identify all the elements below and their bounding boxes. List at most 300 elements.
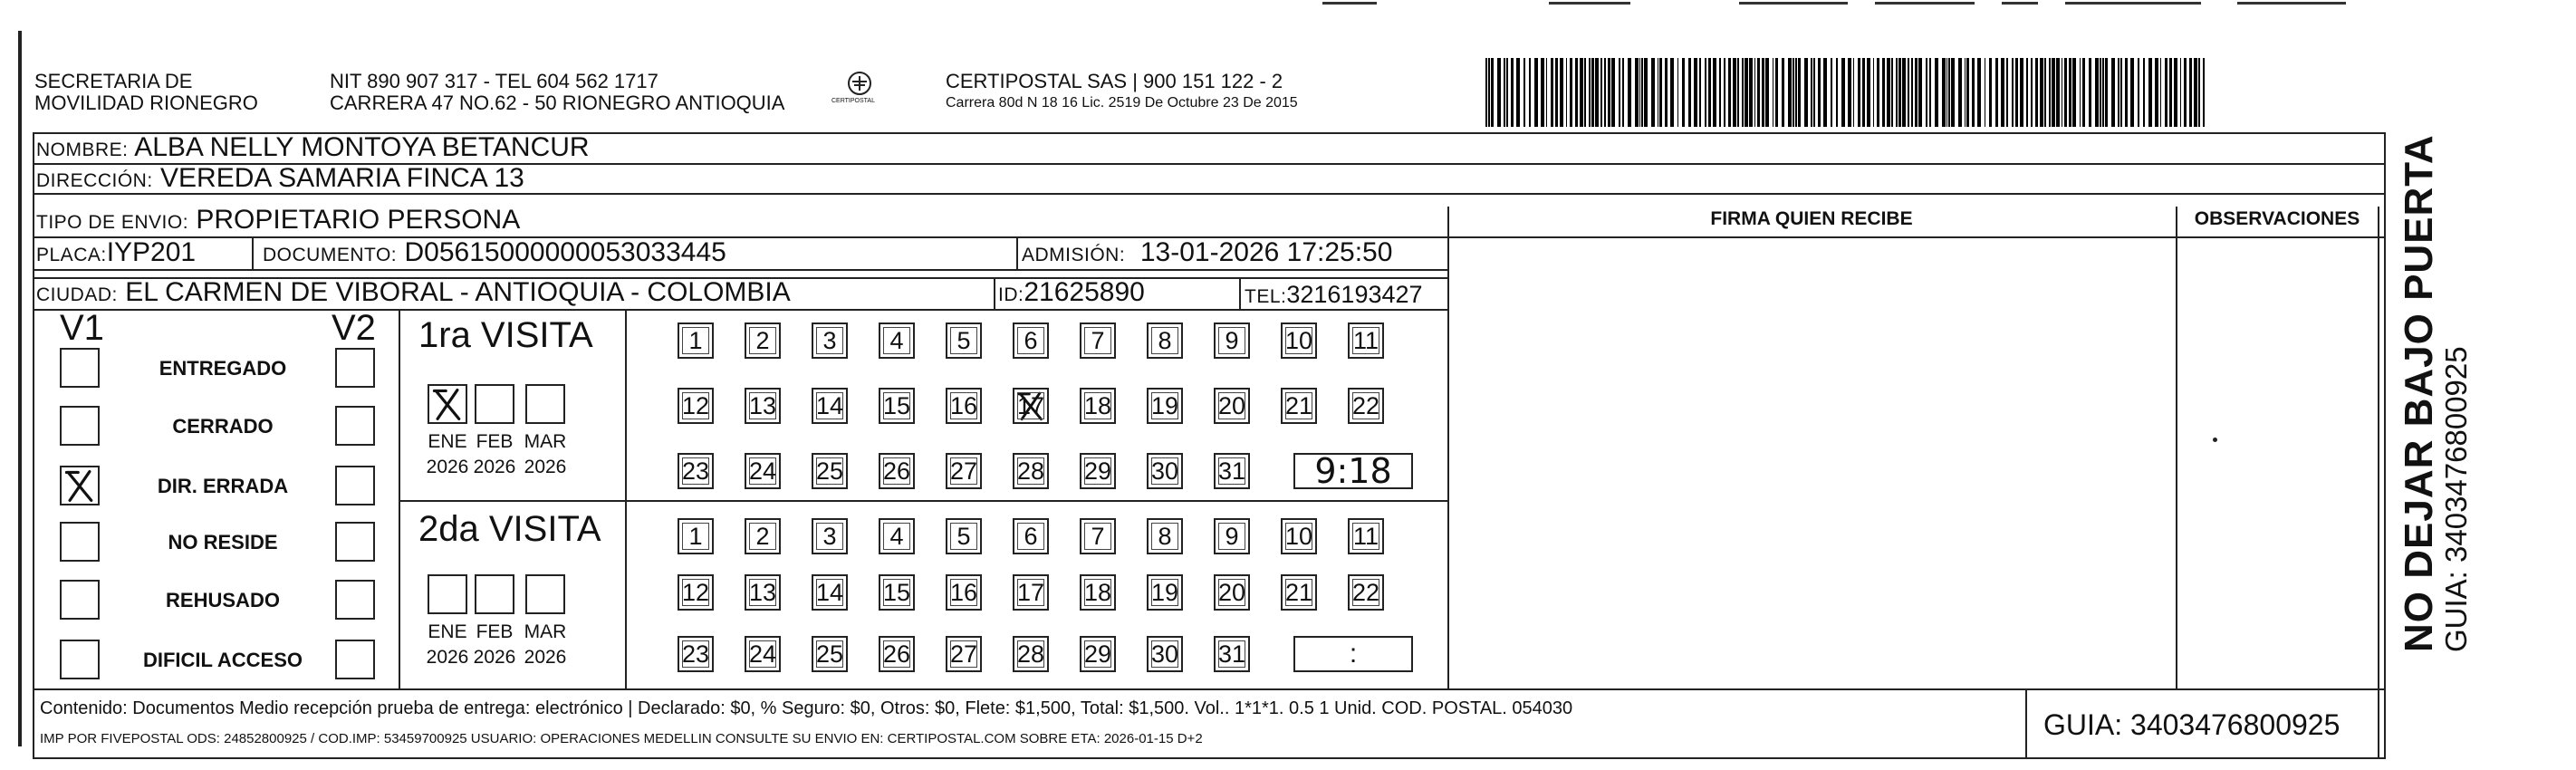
visit2-day-20[interactable] xyxy=(1214,574,1250,611)
barcode-bar xyxy=(2089,58,2091,127)
visit1-day-4[interactable] xyxy=(879,322,915,359)
visit1-day-label: 1 xyxy=(688,327,703,354)
barcode-bar xyxy=(1887,58,1890,127)
barcode-bar xyxy=(1560,58,1563,127)
visit2-day-label: 20 xyxy=(1217,579,1246,606)
v2-checkbox-0[interactable] xyxy=(335,348,375,388)
barcode-bar xyxy=(1719,58,1721,127)
barcode-bar xyxy=(1972,58,1975,127)
barcode-bar xyxy=(1589,58,1591,127)
barcode-bar xyxy=(1929,58,1931,127)
tipo-envio-field: TIPO DE ENVIO: PROPIETARIO PERSONA xyxy=(36,205,521,235)
barcode-bar xyxy=(1848,58,1851,127)
visit2-day-31[interactable] xyxy=(1214,636,1250,672)
barcode-bar xyxy=(1659,58,1661,127)
visit2-day-4[interactable] xyxy=(879,518,915,554)
top-edge-marks xyxy=(1250,0,2373,9)
visit1-day-label: 28 xyxy=(1016,457,1045,485)
barcode-bar xyxy=(1985,58,1986,127)
visit2-title: 2da VISITA xyxy=(418,509,601,549)
visit1-day-8[interactable] xyxy=(1147,322,1183,359)
barcode-bar xyxy=(1488,58,1490,127)
visit2-day-7[interactable] xyxy=(1080,518,1116,554)
barcode-bar xyxy=(1948,58,1950,127)
v1-checkbox-3[interactable] xyxy=(60,522,100,562)
footer-print-line: IMP POR FIVEPOSTAL ODS: 24852800925 / COD.IMP: 53459700925 USUARIO: OPERACIONES MEDELLIN CONSULTE SU ENVIO EN: CERTIPOSTAL.COM SOBRE ETA: 2026-01-15 D+2 xyxy=(40,731,1203,746)
visit2-day-label: 25 xyxy=(815,640,844,668)
barcode-bar xyxy=(1867,58,1870,127)
visit2-day-label: 22 xyxy=(1351,579,1380,606)
barcode-bar xyxy=(2035,58,2038,127)
barcode-bar xyxy=(1651,58,1655,127)
barcode-bar xyxy=(2184,58,2186,127)
visit1-month-label-0: ENE xyxy=(428,431,467,452)
visit2-day-label: 7 xyxy=(1091,523,1105,550)
visit1-day-label: 22 xyxy=(1351,392,1380,419)
visit2-day-label: 26 xyxy=(882,640,911,668)
visit2-day-label: 1 xyxy=(688,523,703,550)
barcode-bar xyxy=(1965,58,1966,127)
visit1-day-22[interactable] xyxy=(1348,388,1384,424)
barcode-bar xyxy=(1595,58,1599,127)
barcode-bar xyxy=(1804,58,1808,127)
barcode-bar xyxy=(1591,58,1594,127)
barcode-bar xyxy=(1506,58,1508,127)
barcode-bar xyxy=(1773,58,1774,127)
visit2-day-label: 3 xyxy=(822,523,837,550)
barcode-bar xyxy=(2155,58,2158,127)
barcode-bar xyxy=(1677,58,1679,127)
ciudad-field: CIUDAD: EL CARMEN DE VIBORAL - ANTIOQUIA - COLOMBIA xyxy=(36,277,791,307)
visit2-day-label: 16 xyxy=(949,579,978,606)
visit1-day-23[interactable] xyxy=(678,453,714,489)
visit1-day-27[interactable] xyxy=(946,453,982,489)
barcode-bar xyxy=(2165,58,2167,127)
visit2-day-label: 2 xyxy=(755,523,770,550)
visit1-day-19[interactable] xyxy=(1147,388,1183,424)
visit1-day-14[interactable] xyxy=(812,388,848,424)
barcode-bar xyxy=(1951,58,1954,127)
visit2-day-label: 18 xyxy=(1083,579,1112,606)
visit1-day-label: 20 xyxy=(1217,392,1246,419)
v2-checkbox-2[interactable] xyxy=(335,466,375,505)
visit2-day-label: 15 xyxy=(882,579,911,606)
barcode-bar xyxy=(1644,58,1647,127)
visit2-day-28[interactable] xyxy=(1013,636,1049,672)
visit1-day-25[interactable] xyxy=(812,453,848,489)
visit2-day-8[interactable] xyxy=(1147,518,1183,554)
visit2-day-label: 19 xyxy=(1150,579,1179,606)
barcode-bar xyxy=(1742,58,1744,127)
visit2-day-label: 9 xyxy=(1225,523,1239,550)
barcode-bar xyxy=(1694,58,1697,127)
barcode-bar xyxy=(2105,58,2108,127)
reason-label-0: ENTREGADO xyxy=(159,357,287,380)
documento-field: DOCUMENTO: D05615000000053033445 xyxy=(263,237,726,267)
visit1-day-label: 29 xyxy=(1083,457,1112,485)
tel-field: TEL:3216193427 xyxy=(1245,281,1423,308)
visit2-day-14[interactable] xyxy=(812,574,848,611)
barcode-bar xyxy=(1795,58,1797,127)
direccion-value: VEREDA SAMARIA FINCA 13 xyxy=(160,163,524,193)
barcode-bar xyxy=(1600,58,1602,127)
visit1-day-28[interactable] xyxy=(1013,453,1049,489)
visit1-day-20[interactable] xyxy=(1214,388,1250,424)
logo-text: CERTIPOSTAL xyxy=(831,98,875,104)
visit2-day-label: 17 xyxy=(1016,579,1045,606)
visit1-day-30[interactable] xyxy=(1147,453,1183,489)
barcode-bar xyxy=(1942,58,1946,127)
visit2-day-2[interactable] xyxy=(745,518,781,554)
visit2-month-year-2: 2026 xyxy=(524,647,567,668)
x-mark xyxy=(429,386,466,422)
barcode-bar xyxy=(1504,58,1505,127)
barcode-bar xyxy=(1841,58,1844,127)
visit2-day-16[interactable] xyxy=(946,574,982,611)
barcode-bar xyxy=(1534,58,1537,127)
barcode-bar xyxy=(1862,58,1865,127)
visit1-day-label: 23 xyxy=(681,457,710,485)
visit2-day-label: 13 xyxy=(748,579,777,606)
visit2-day-18[interactable] xyxy=(1080,574,1116,611)
barcode-bar xyxy=(2180,58,2182,127)
barcode-bar xyxy=(1882,58,1885,127)
tipo-envio-value: PROPIETARIO PERSONA xyxy=(196,205,521,235)
barcode-bar xyxy=(1622,58,1624,127)
barcode-bar xyxy=(1782,58,1784,127)
barcode-bar xyxy=(1737,58,1739,127)
visit1-time[interactable]: 9:18 xyxy=(1293,453,1413,489)
visit1-day-31[interactable] xyxy=(1214,453,1250,489)
visit1-day-3[interactable] xyxy=(812,322,848,359)
barcode-bar xyxy=(1958,58,1962,127)
observaciones-mark xyxy=(2213,438,2217,442)
barcode-bar xyxy=(1523,58,1525,127)
barcode-bar xyxy=(1708,58,1711,127)
visit2-day-23[interactable] xyxy=(678,636,714,672)
id-field: ID:21625890 xyxy=(998,277,1145,307)
barcode-bar xyxy=(1831,58,1832,127)
visit2-day-19[interactable] xyxy=(1147,574,1183,611)
visit2-day-label: 5 xyxy=(956,523,971,550)
barcode-bar xyxy=(1516,58,1520,127)
barcode-bar xyxy=(1989,58,1991,127)
reason-label-1: CERRADO xyxy=(172,415,274,438)
v2-checkbox-4[interactable] xyxy=(335,580,375,620)
barcode-bar xyxy=(1699,58,1701,127)
barcode-bar xyxy=(1788,58,1792,127)
barcode-bar xyxy=(1551,58,1552,127)
visit1-month-label-1: FEB xyxy=(476,431,514,452)
visit1-month-box-0[interactable] xyxy=(428,384,467,424)
barcode-bar xyxy=(1575,58,1578,127)
visit2-day-30[interactable] xyxy=(1147,636,1183,672)
admision-value: 13-01-2026 17:25:50 xyxy=(1139,237,1393,267)
barcode-bar xyxy=(1818,58,1821,127)
left-edge-line xyxy=(18,31,22,746)
barcode-bar xyxy=(2138,58,2139,127)
visit2-day-29[interactable] xyxy=(1080,636,1116,672)
tel-value: 3216193427 xyxy=(1286,281,1423,308)
admision-field: ADMISIÓN: 13-01-2026 17:25:50 xyxy=(1022,237,1393,267)
barcode-bar xyxy=(1908,58,1909,127)
barcode-bar xyxy=(1798,58,1801,127)
barcode-bar xyxy=(1896,58,1898,127)
barcode-bar xyxy=(2100,58,2101,127)
barcode-bar xyxy=(2120,58,2122,127)
visit1-day-label: 6 xyxy=(1024,327,1038,354)
barcode-bar xyxy=(2125,58,2128,127)
reason-label-2: DIR. ERRADA xyxy=(157,475,289,497)
v1-checkbox-1[interactable] xyxy=(60,406,100,446)
visit1-day-label: 17 xyxy=(1016,392,1045,419)
barcode-bar xyxy=(1902,58,1906,127)
barcode-bar xyxy=(1658,58,1659,127)
visit2-day-15[interactable] xyxy=(879,574,915,611)
barcode-bar xyxy=(2102,58,2104,127)
visit1-day-26[interactable] xyxy=(879,453,915,489)
barcode-bar xyxy=(1546,58,1548,127)
visit2-day-label: 14 xyxy=(815,579,844,606)
side-rotated-text xyxy=(2398,36,2473,652)
visit1-day-11[interactable] xyxy=(1348,322,1384,359)
barcode-bar xyxy=(1497,58,1501,127)
v1-checkbox-4[interactable] xyxy=(60,580,100,620)
barcode-bar xyxy=(2148,58,2151,127)
visit1-day-label: 14 xyxy=(815,392,844,419)
visit2-day-12[interactable] xyxy=(678,574,714,611)
barcode-bar xyxy=(2160,58,2162,127)
barcode-bar xyxy=(1584,58,1586,127)
barcode-bar xyxy=(1995,58,1998,127)
visit1-month-year-1: 2026 xyxy=(473,457,516,477)
visit1-day-label: 30 xyxy=(1150,457,1179,485)
visit1-day-24[interactable] xyxy=(745,453,781,489)
visit2-time[interactable]: : xyxy=(1293,636,1413,672)
visit2-day-6[interactable] xyxy=(1013,518,1049,554)
visit1-day-label: 15 xyxy=(882,392,911,419)
barcode-bar xyxy=(1911,58,1913,127)
v2-checkbox-3[interactable] xyxy=(335,522,375,562)
visit2-day-9[interactable] xyxy=(1214,518,1250,554)
barcode-bar xyxy=(1757,58,1759,127)
visit1-month-box-2[interactable] xyxy=(525,384,565,424)
visit1-day-label: 3 xyxy=(822,327,837,354)
barcode-bar xyxy=(1935,58,1937,127)
visit2-day-label: 24 xyxy=(748,640,777,668)
barcode-bar xyxy=(2174,58,2177,127)
barcode-bar xyxy=(1762,58,1764,127)
visit2-month-label-2: MAR xyxy=(524,621,567,642)
barcode-bar xyxy=(1628,58,1630,127)
barcode-bar xyxy=(1891,58,1893,127)
visit1-month-label-2: MAR xyxy=(524,431,567,452)
visit2-day-label: 10 xyxy=(1284,523,1313,550)
id-value: 21625890 xyxy=(1024,277,1145,307)
barcode-bar xyxy=(1604,58,1606,127)
barcode-bar xyxy=(1511,58,1514,127)
visit1-day-label: 7 xyxy=(1091,327,1105,354)
visit2-day-label: 12 xyxy=(681,579,710,606)
barcode-bar xyxy=(1724,58,1725,127)
barcode-bar xyxy=(1926,58,1927,127)
reason-label-5: DIFICIL ACCESO xyxy=(142,649,303,671)
barcode-bar xyxy=(2044,58,2046,127)
reason-label-3: NO RESIDE xyxy=(168,531,278,553)
courier-info: CERTIPOSTAL SAS | 900 151 122 - 2 Carrera 80d N 18 16 Lic. 2519 De Octubre 23 De 2015 xyxy=(946,70,1298,111)
barcode-bar xyxy=(1853,58,1855,127)
barcode-bar xyxy=(2062,58,2063,127)
visit2-month-year-1: 2026 xyxy=(473,647,516,668)
barcode-bar xyxy=(1665,58,1668,127)
visit1-day-13[interactable] xyxy=(745,388,781,424)
visit1-day-label: 12 xyxy=(681,392,710,419)
v1-checkbox-0[interactable] xyxy=(60,348,100,388)
nombre-field: NOMBRE: ALBA NELLY MONTOYA BETANCUR xyxy=(36,132,590,162)
placa-field: PLACA:IYP201 xyxy=(36,237,197,267)
visit1-day-label: 8 xyxy=(1158,327,1172,354)
visit2-day-22[interactable] xyxy=(1348,574,1384,611)
barcode-bar xyxy=(2143,58,2145,127)
visit2-day-1[interactable] xyxy=(678,518,714,554)
barcode-bar xyxy=(2203,58,2205,127)
visit2-day-label: 28 xyxy=(1016,640,1045,668)
footer-guia: GUIA: 3403476800925 xyxy=(2043,708,2341,741)
barcode-bar xyxy=(2012,58,2014,127)
barcode-bar xyxy=(1765,58,1769,127)
barcode-bar xyxy=(1491,58,1494,127)
barcode-bar xyxy=(1485,58,1487,127)
visit1-day-17[interactable] xyxy=(1013,388,1049,424)
visit2-day-27[interactable] xyxy=(946,636,982,672)
no-dejar-bajo-puerta: NO DEJAR BAJO PUERTA xyxy=(2397,134,2441,652)
barcode-bar xyxy=(1529,58,1531,127)
visit2-day-10[interactable] xyxy=(1281,518,1317,554)
visit2-day-21[interactable] xyxy=(1281,574,1317,611)
barcode-bar xyxy=(2056,58,2060,127)
visit1-month-box-1[interactable] xyxy=(475,384,514,424)
visit1-day-5[interactable] xyxy=(946,322,982,359)
visit1-day-label: 10 xyxy=(1284,327,1313,354)
visit1-day-label: 25 xyxy=(815,457,844,485)
visit1-day-18[interactable] xyxy=(1080,388,1116,424)
barcode-bar xyxy=(1728,58,1731,127)
firma-header: FIRMA QUIEN RECIBE xyxy=(1710,208,1913,229)
visit1-day-29[interactable] xyxy=(1080,453,1116,489)
visit2-month-label-0: ENE xyxy=(428,621,467,642)
barcode-bar xyxy=(1898,58,1901,127)
visit1-day-7[interactable] xyxy=(1080,322,1116,359)
barcode-bar xyxy=(1745,58,1747,127)
visit1-day-15[interactable] xyxy=(879,388,915,424)
visit1-day-label: 9 xyxy=(1225,327,1239,354)
v1-checkbox-5[interactable] xyxy=(60,640,100,679)
ciudad-value: EL CARMEN DE VIBORAL - ANTIOQUIA - COLOMBIA xyxy=(125,277,791,307)
visit1-day-label: 16 xyxy=(949,392,978,419)
agency-contact: NIT 890 907 317 - TEL 604 562 1717 CARRERA 47 NO.62 - 50 RIONEGRO ANTIOQUIA xyxy=(330,70,785,114)
barcode-bar xyxy=(2130,58,2134,127)
barcode-bar xyxy=(1915,58,1918,127)
barcode-bar xyxy=(1541,58,1544,127)
barcode-bar xyxy=(1823,58,1827,127)
visit1-day-label: 26 xyxy=(882,457,911,485)
barcode-bar xyxy=(1580,58,1583,127)
barcode-bar xyxy=(1641,58,1643,127)
barcode-bar xyxy=(2015,58,2018,127)
visit1-day-10[interactable] xyxy=(1281,322,1317,359)
barcode-bar xyxy=(1836,58,1838,127)
visit2-month-box-1[interactable] xyxy=(475,574,514,614)
barcode-bar xyxy=(1877,58,1879,127)
visit2-month-box-2[interactable] xyxy=(525,574,565,614)
visit2-day-label: 27 xyxy=(949,640,978,668)
visit1-day-21[interactable] xyxy=(1281,388,1317,424)
visit2-day-26[interactable] xyxy=(879,636,915,672)
barcode-bar xyxy=(1775,58,1777,127)
barcode-bar xyxy=(1608,58,1610,127)
barcode-bar xyxy=(2049,58,2051,127)
barcode-bar xyxy=(2095,58,2099,127)
barcode-bar xyxy=(2052,58,2054,127)
v2-checkbox-1[interactable] xyxy=(335,406,375,446)
v2-checkbox-5[interactable] xyxy=(335,640,375,679)
v1-label: V1 xyxy=(60,308,104,348)
visit2-day-11[interactable] xyxy=(1348,518,1384,554)
visit2-day-5[interactable] xyxy=(946,518,982,554)
barcode-bar xyxy=(2189,58,2192,127)
visit2-day-3[interactable] xyxy=(812,518,848,554)
visit2-month-box-0[interactable] xyxy=(428,574,467,614)
visit2-day-label: 31 xyxy=(1217,640,1246,668)
visit1-day-9[interactable] xyxy=(1214,322,1250,359)
visit1-day-16[interactable] xyxy=(946,388,982,424)
visit2-day-label: 29 xyxy=(1083,640,1112,668)
v2-label: V2 xyxy=(332,308,376,348)
barcode-bar xyxy=(2006,58,2008,127)
barcode-bar xyxy=(1733,58,1736,127)
visit1-day-6[interactable] xyxy=(1013,322,1049,359)
barcode-bar xyxy=(1682,58,1684,127)
barcode-bar xyxy=(1619,58,1620,127)
barcode-bar xyxy=(1570,58,1572,127)
visit1-day-label: 4 xyxy=(889,327,904,354)
visit1-month-year-2: 2026 xyxy=(524,457,567,477)
barcode-bar xyxy=(2072,58,2076,127)
v1-checkbox-2[interactable] xyxy=(60,466,100,505)
direccion-field: DIRECCIÓN: VEREDA SAMARIA FINCA 13 xyxy=(36,163,524,193)
barcode-bar xyxy=(2198,58,2200,127)
barcode-bar xyxy=(1858,58,1860,127)
barcode-bar xyxy=(2082,58,2084,127)
barcode-bar xyxy=(2118,58,2119,127)
visit2-day-label: 11 xyxy=(1352,523,1379,550)
visit1-day-2[interactable] xyxy=(745,322,781,359)
barcode-bar xyxy=(1966,58,1968,127)
barcode-bar xyxy=(1670,58,1674,127)
barcode-bar xyxy=(1977,58,1981,127)
barcode-bar xyxy=(2026,58,2028,127)
visit1-day-1[interactable] xyxy=(678,322,714,359)
visit2-day-label: 6 xyxy=(1024,523,1038,550)
visit2-day-25[interactable] xyxy=(812,636,848,672)
visit2-day-24[interactable] xyxy=(745,636,781,672)
visit2-day-label: 4 xyxy=(889,523,904,550)
visit2-day-17[interactable] xyxy=(1013,574,1049,611)
visit2-day-13[interactable] xyxy=(745,574,781,611)
barcode-bar xyxy=(2194,58,2197,127)
visit1-day-12[interactable] xyxy=(678,388,714,424)
visit1-day-label: 24 xyxy=(748,457,777,485)
